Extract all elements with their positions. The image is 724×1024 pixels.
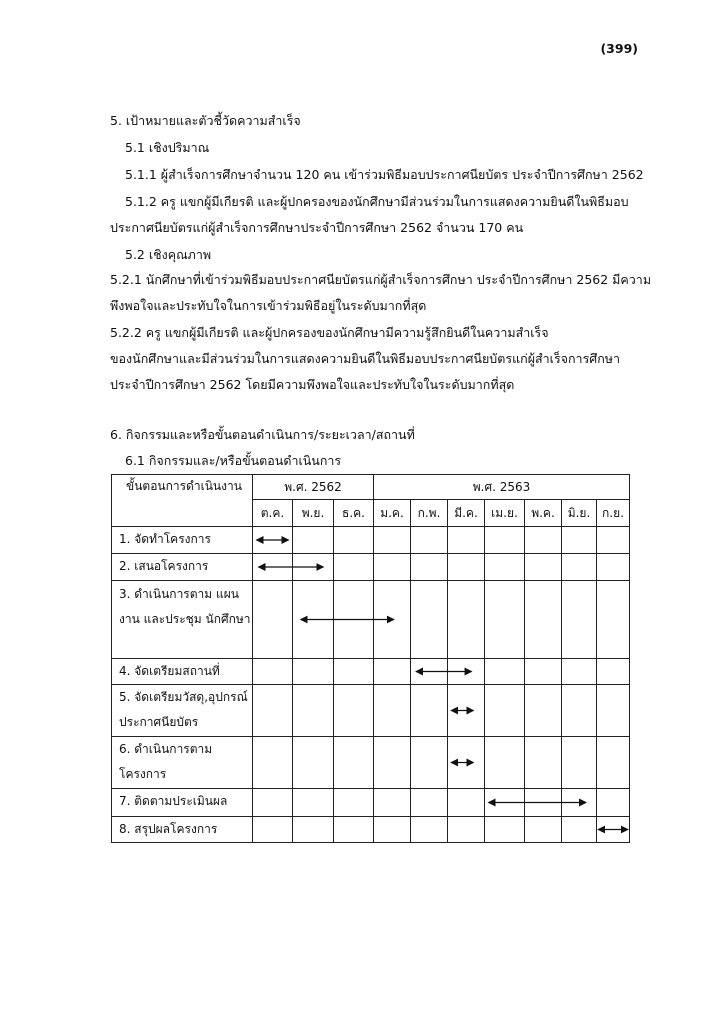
table-row xyxy=(112,817,630,843)
item-5-2-1-line2: พึงพอใจและประทับใจในการเข้าร่วมพิธีอยู่ในระดับมากที่สุด xyxy=(110,298,427,313)
item-5-2-2-line1: 5.2.2 ครู แขกผู้มีเกียรติ และผู้ปกครองของนักศึกษามีความรู้สึกยินดีในความสำเร็จ xyxy=(110,325,549,340)
step-label: 3. ดำเนินการตาม แผนงาน และประชุม นักศึกษา xyxy=(112,581,253,659)
month-header: ก.ย. xyxy=(597,500,630,527)
table-row xyxy=(112,659,630,685)
section-5-heading: 5. เป้าหมายและตัวชี้วัดความสำเร็จ xyxy=(110,113,301,128)
month-header: พ.ย. xyxy=(293,500,334,527)
year-2562-header: พ.ศ. 2562 xyxy=(253,475,374,500)
item-5-2-2-line3: ประจำปีการศึกษา 2562 โดยมีความพึงพอใจและประทับใจในระดับมากที่สุด xyxy=(110,377,515,392)
table-row xyxy=(112,737,630,789)
item-5-1-2-line2: ประกาศนียบัตรแก่ผู้สำเร็จการศึกษาประจำปีการศึกษา 2562 จำนวน 170 คน xyxy=(110,220,524,235)
page-number: (399) xyxy=(600,41,638,56)
item-5-1-2-line1: 5.1.2 ครู แขกผู้มีเกียรติ และผู้ปกครองของนักศึกษามีส่วนร่วมในการแสดงความยินดีในพิธีมอบ xyxy=(125,194,629,209)
step-label: 2. เสนอโครงการ xyxy=(112,554,253,581)
year-2563-header: พ.ศ. 2563 xyxy=(374,475,630,500)
step-label: 7. ติดตามประเมินผล xyxy=(112,789,253,817)
item-5-2-2-line2: ของนักศึกษาและมีส่วนร่วมในการแสดงความยินดีในพิธีมอบประกาศนียบัตรแก่ผู้สำเร็จการศึกษา xyxy=(110,351,621,366)
schedule-table xyxy=(111,474,630,843)
month-header: มิ.ย. xyxy=(562,500,597,527)
step-label: 4. จัดเตรียมสถานที่ xyxy=(112,659,253,685)
step-label: 5. จัดเตรียมวัสดุ,อุปกรณ์ ประกาศนียบัตร xyxy=(112,685,253,737)
month-header: มี.ค. xyxy=(448,500,485,527)
table-row xyxy=(112,581,630,659)
section-5-1-heading: 5.1 เชิงปริมาณ xyxy=(125,140,210,155)
month-header: ต.ค. xyxy=(253,500,293,527)
item-5-1-1: 5.1.1 ผู้สำเร็จการศึกษาจำนวน 120 คน เข้าร่วมพิธีมอบประกาศนียบัตร ประจำปีการศึกษา 2562 xyxy=(125,167,644,182)
month-header: ธ.ค. xyxy=(334,500,374,527)
section-6-1-heading: 6.1 กิจกรรมและ/หรือขั้นตอนดำเนินการ xyxy=(125,453,342,468)
month-header: พ.ค. xyxy=(525,500,562,527)
table-row xyxy=(112,527,630,554)
step-column-header: ขั้นตอนการดำเนินงาน xyxy=(112,475,253,527)
table-row xyxy=(112,685,630,737)
section-6-heading: 6. กิจกรรมและหรือขั้นตอนดำเนินการ/ระยะเวลา/สถานที่ xyxy=(110,427,415,442)
step-label: 8. สรุปผลโครงการ xyxy=(112,817,253,843)
step-label: 6. ดำเนินการตาม โครงการ xyxy=(112,737,253,789)
table-row xyxy=(112,554,630,581)
month-header: เม.ย. xyxy=(485,500,525,527)
section-5-2-heading: 5.2 เชิงคุณภาพ xyxy=(125,247,212,262)
month-header: ก.พ. xyxy=(411,500,448,527)
month-header: ม.ค. xyxy=(374,500,411,527)
table-row xyxy=(112,789,630,817)
item-5-2-1-line1: 5.2.1 นักศึกษาที่เข้าร่วมพิธีมอบประกาศนียบัตรแก่ผู้สำเร็จการศึกษา ประจำปีการศึกษา 2562 มีความ xyxy=(110,272,652,287)
step-label: 1. จัดทำโครงการ xyxy=(112,527,253,554)
